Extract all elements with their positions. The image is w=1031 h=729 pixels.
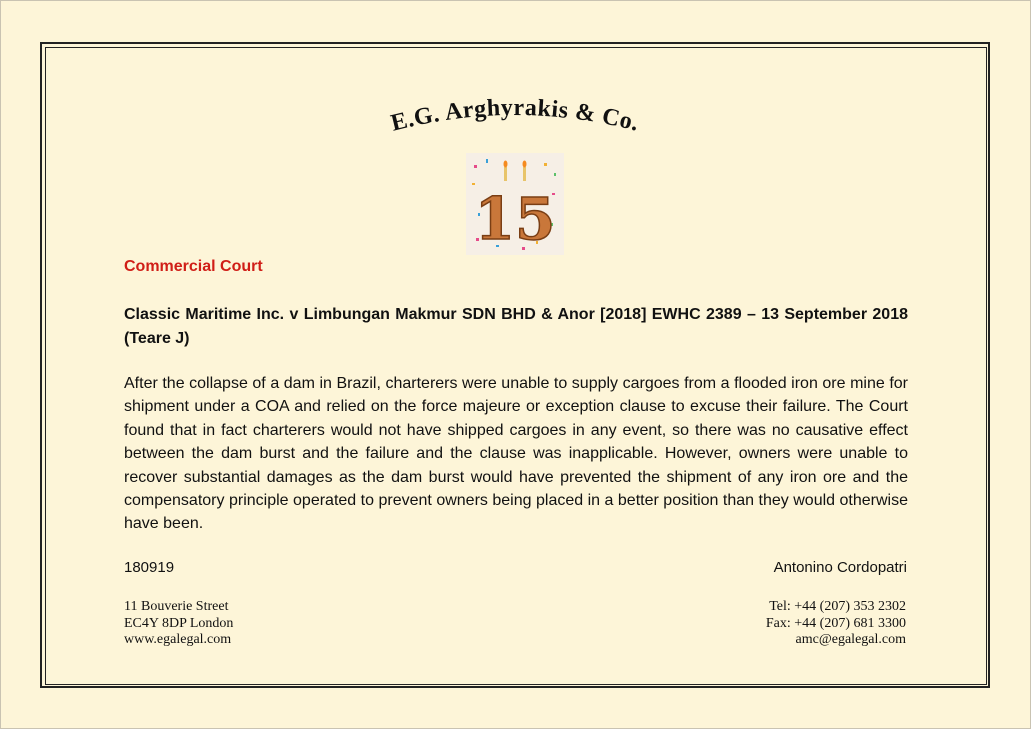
- anniversary-number: 15: [474, 185, 556, 253]
- firm-contact: [766, 599, 906, 649]
- anniversary-logo: [466, 153, 564, 255]
- address-postcode: EC4Y 8DP London: [124, 615, 234, 631]
- email-link[interactable]: amc@egalegal.com: [795, 632, 906, 647]
- address-street: 11 Bouverie Street: [124, 599, 229, 614]
- website-link[interactable]: www.egalegal.com: [124, 632, 232, 647]
- telephone-number: Tel: +44 (207) 353 2302: [769, 599, 906, 614]
- reference-number: 180919: [124, 559, 175, 576]
- case-summary: After the collapse of a dam in Brazil, charterers were unable to supply cargoes from a flooded iron ore mine for shipment under a COA and relied on the force majeure or exception clause to excuse their failure. The Court found that in fact charterers would not have shipped cargoes in any event, so there was no causative effect between the dam burst and the failure and the clause was inapplicable. However, owners were unable to recover substantial damages as the dam burst would have prevented the shipment of any iron ore and the compensatory principle operated to prevent owners being placed in a better position than they would otherwise have been.: [124, 375, 908, 533]
- court-heading: Commercial Court: [124, 258, 263, 275]
- firm-name-text: E.G. Arghyrakis & Co.: [388, 94, 642, 137]
- fax-number: Fax: +44 (207) 681 3300: [765, 615, 906, 631]
- author-name: Antonino Cordopatri: [773, 559, 907, 576]
- firm-name-heading: [360, 92, 670, 142]
- document-border-inner: [45, 47, 987, 685]
- svg-text:E.G. Arghyrakis & Co.: [388, 95, 641, 137]
- case-title: Classic Maritime Inc. v Limbungan Makmur SDN BHD & Anor [2018] EWHC 2389 – 13 September 2018 (Teare J): [124, 306, 908, 347]
- firm-address: [124, 599, 233, 649]
